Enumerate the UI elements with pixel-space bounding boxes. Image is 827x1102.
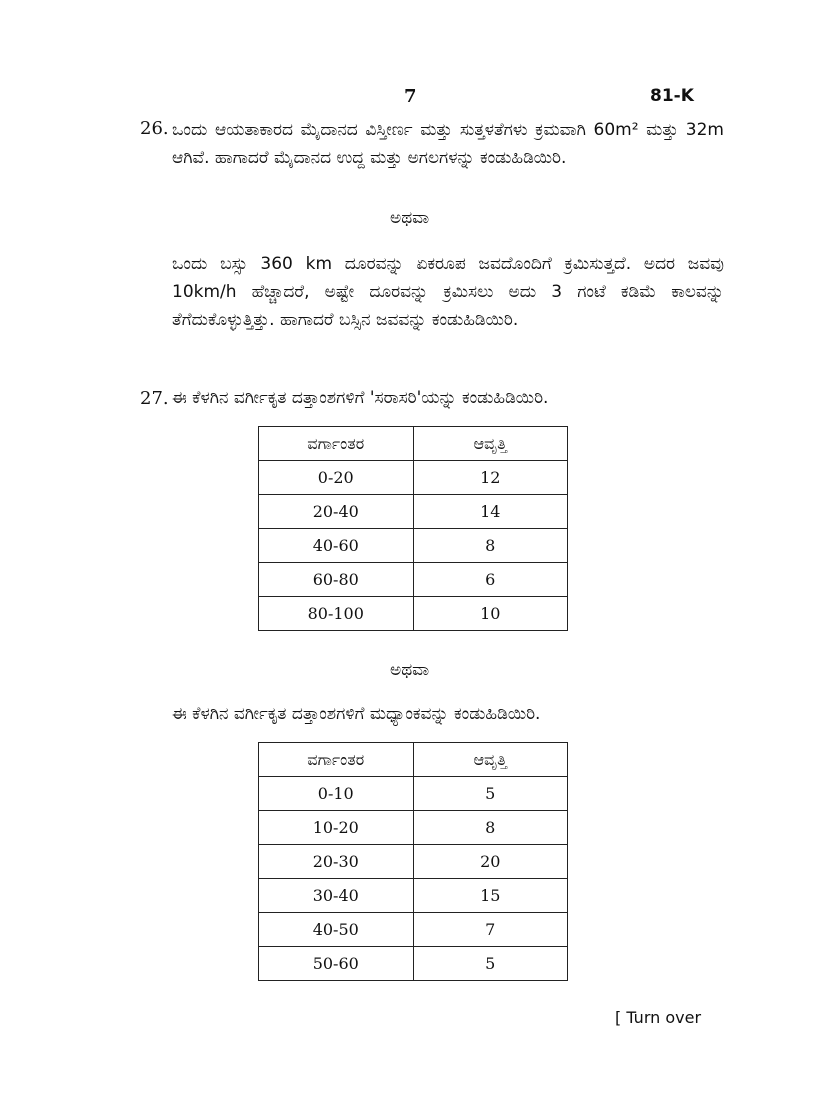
- class-frequency-table-mean: [258, 426, 568, 631]
- header-frequency: ಆವೃತ್ತಿ: [413, 427, 568, 461]
- class-frequency-table-median: [258, 742, 568, 981]
- table-row: [259, 495, 568, 529]
- frequency-cell: 15: [413, 879, 568, 913]
- turn-over-note: [ Turn over: [615, 1008, 702, 1027]
- frequency-cell: 10: [413, 597, 568, 631]
- or-label-26: ಅಥವಾ: [390, 208, 430, 228]
- class-interval-cell: 10-20: [259, 811, 414, 845]
- class-interval-cell: 40-50: [259, 913, 414, 947]
- frequency-cell: 8: [413, 529, 568, 563]
- or-label-27: ಅಥವಾ: [390, 660, 430, 680]
- table-header-row: [259, 427, 568, 461]
- table-header-row: [259, 743, 568, 777]
- table-row: [259, 563, 568, 597]
- frequency-cell: 8: [413, 811, 568, 845]
- frequency-cell: 5: [413, 777, 568, 811]
- class-interval-cell: 50-60: [259, 947, 414, 981]
- class-interval-cell: 60-80: [259, 563, 414, 597]
- table-row: [259, 879, 568, 913]
- frequency-cell: 14: [413, 495, 568, 529]
- frequency-cell: 6: [413, 563, 568, 597]
- question-26-alternative-text: ಒಂದು ಬಸ್ಸು 360 km ದೂರವನ್ನು ಏಕರೂಪ ಜವದೊಂದಿಗೆ ಕ್ರಮಿಸುತ್ತದೆ. ಅದರ ಜವವು 10km/h ಹೆಚ್ಚಾದರೆ, ಅಷ್ಟೇ ದೂರವನ್ನು ಕ್ರಮಿಸಲು ಅದು 3 ಗಂಟೆ ಕಡಿಮೆ ಕಾಲವನ್ನು ತೆಗೆದುಕೊಳ್ಳುತ್ತಿತ್ತು. ಹಾಗಾದರೆ ಬಸ್ಸಿನ ಜವವನ್ನು ಕಂಡುಹಿಡಿಯಿರಿ.: [172, 254, 724, 330]
- frequency-cell: 5: [413, 947, 568, 981]
- table-row: [259, 913, 568, 947]
- class-interval-cell: 0-20: [259, 461, 414, 495]
- question-27-number: 27.: [140, 388, 169, 409]
- table-row: [259, 777, 568, 811]
- question-27-text: ಈ ಕೆಳಗಿನ ವರ್ಗೀಕೃತ ದತ್ತಾಂಶಗಳಿಗೆ 'ಸರಾಸರಿ'ಯನ್ನು ಕಂಡುಹಿಡಿಯಿರಿ.: [172, 388, 549, 408]
- table-row: [259, 597, 568, 631]
- table-row: [259, 529, 568, 563]
- table-row: [259, 947, 568, 981]
- paper-code: 81-K: [650, 86, 694, 106]
- header-class-interval: ವರ್ಗಾಂತರ: [259, 427, 414, 461]
- table-row: [259, 845, 568, 879]
- question-26-number: 26.: [140, 118, 169, 139]
- class-interval-cell: 20-30: [259, 845, 414, 879]
- question-26-text: ಒಂದು ಆಯತಾಕಾರದ ಮೈದಾನದ ವಿಸ್ತೀರ್ಣ ಮತ್ತು ಸುತ್ತಳತೆಗಳು ಕ್ರಮವಾಗಿ 60m² ಮತ್ತು 32m ಆಗಿವೆ. ಹಾಗಾದರೆ ಮೈದಾನದ ಉದ್ದ ಮತ್ತು ಅಗಲಗಳನ್ನು ಕಂಡುಹಿಡಿಯಿರಿ.: [172, 120, 724, 168]
- header-class-interval: ವರ್ಗಾಂತರ: [259, 743, 414, 777]
- class-interval-cell: 30-40: [259, 879, 414, 913]
- frequency-cell: 12: [413, 461, 568, 495]
- class-interval-cell: 40-60: [259, 529, 414, 563]
- question-27-alternative-text: ಈ ಕೆಳಗಿನ ವರ್ಗೀಕೃತ ದತ್ತಾಂಶಗಳಿಗೆ ಮಧ್ಯಾಂಕವನ್ನು ಕಂಡುಹಿಡಿಯಿರಿ.: [172, 704, 541, 724]
- class-interval-cell: 80-100: [259, 597, 414, 631]
- table-row: [259, 811, 568, 845]
- table-row: [259, 461, 568, 495]
- page-number: 7: [404, 86, 417, 107]
- class-interval-cell: 20-40: [259, 495, 414, 529]
- class-interval-cell: 0-10: [259, 777, 414, 811]
- frequency-cell: 7: [413, 913, 568, 947]
- frequency-cell: 20: [413, 845, 568, 879]
- header-frequency: ಆವೃತ್ತಿ: [413, 743, 568, 777]
